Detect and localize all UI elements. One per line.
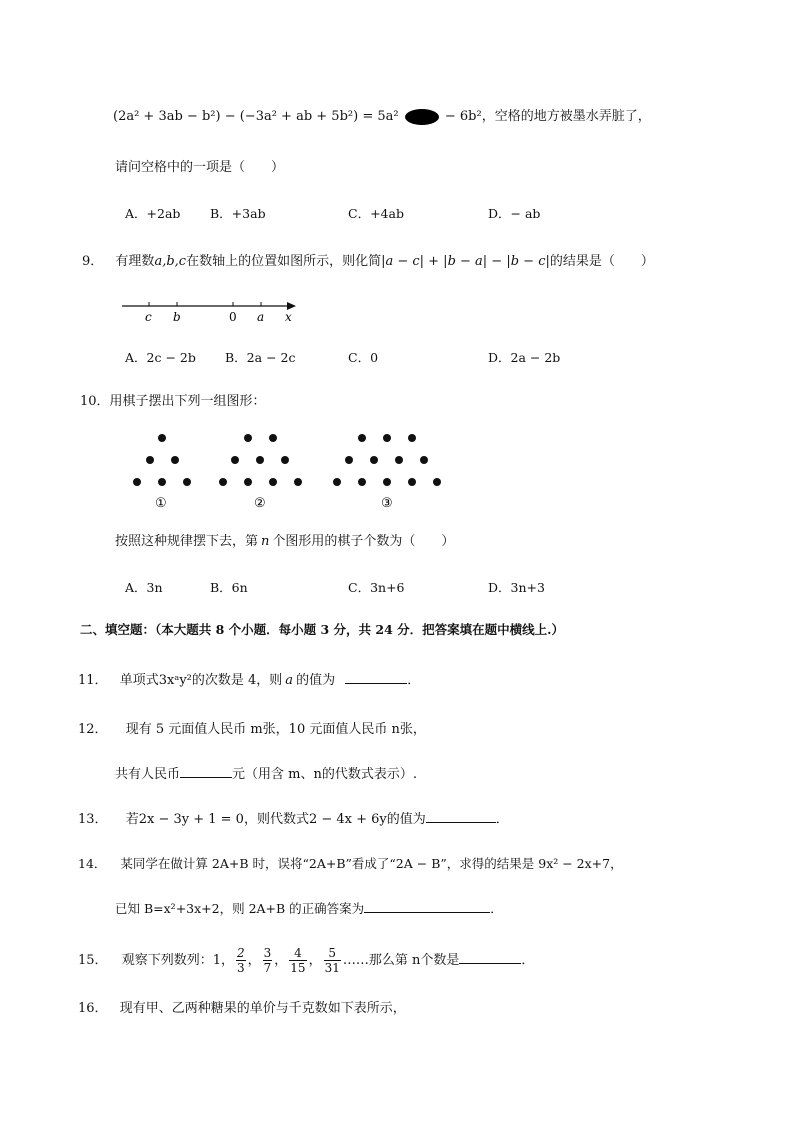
q8-option-d: D．− ab — [488, 206, 541, 221]
q12-answer-blank[interactable] — [180, 777, 232, 778]
q8-expression-right: − 6b² — [444, 109, 482, 124]
dot — [383, 434, 391, 442]
q12-number: 12． — [78, 722, 108, 737]
dot — [281, 456, 289, 464]
figure-label-3: ③ — [381, 496, 393, 511]
q8-option-b: B．+3ab — [210, 206, 266, 221]
dot — [358, 434, 366, 442]
dot — [383, 478, 391, 486]
q15-line: 15． 观察下列数列：1， $\frac{2}{3}$ ， $\frac{3}{7}$ ， $\frac{4}{15}$ ， $\frac{5}{31}$ ……那么第 n个数是 ． — [78, 946, 535, 975]
q15-text-a: 观察下列数列：1， — [121, 953, 234, 968]
q10-prompt — [115, 533, 454, 551]
dot — [146, 456, 154, 464]
q14-line1-text: 某同学在做计算 2A+B 时，误将“2A+B”看成了“2A − B”，求得的结果是 9x² − 2x+7， — [120, 856, 623, 871]
dot — [433, 478, 441, 486]
q14-answer-blank[interactable] — [364, 912, 490, 913]
q11-answer-blank[interactable] — [345, 683, 407, 684]
dot — [408, 434, 416, 442]
dot — [408, 478, 416, 486]
q12-line2 — [115, 766, 417, 784]
q10-prompt-var: n — [261, 534, 270, 549]
dot — [345, 456, 353, 464]
q11-text-c: 的值为 — [296, 673, 336, 688]
q8-option-c: C．+4ab — [348, 206, 404, 221]
dot — [158, 478, 166, 486]
q16-number: 16． — [78, 1001, 108, 1016]
q8-prompt: 请问空格中的一项是（ ） — [115, 160, 285, 175]
axis-label-x: x — [285, 310, 292, 324]
q13-text-c: 的值为 — [386, 812, 426, 827]
q10-option-b: B．6n — [210, 580, 248, 595]
dot — [358, 478, 366, 486]
q14-line2-text: 已知 B=x²+3x+2，则 2A+B 的正确答案为 — [115, 901, 365, 916]
q14-number: 14． — [78, 856, 107, 871]
q16-line — [78, 1000, 406, 1018]
chess-pattern-figure — [125, 426, 455, 516]
dot — [370, 456, 378, 464]
q14-line2 — [115, 900, 503, 918]
q8-option-a: A．+2ab — [125, 206, 181, 221]
q11-text-b: 的次数是 4，则 — [191, 673, 283, 688]
q9-stem-a: 有理数 — [115, 254, 155, 269]
q9-vars: a,b,c — [154, 254, 187, 269]
figure-3 — [333, 434, 441, 511]
q11-var: a — [285, 673, 294, 688]
dot — [231, 456, 239, 464]
q13-text-a: 若 — [125, 812, 139, 827]
q8-equation-line — [113, 108, 651, 126]
ink-blot-icon — [405, 109, 439, 125]
q9-stem-c: 的结果是（ ） — [549, 254, 654, 269]
fraction-2-den: 7 — [263, 961, 272, 975]
q10-option-a: A．3n — [125, 580, 163, 595]
q14-end: ． — [490, 901, 503, 916]
q9-option-c: C．0 — [348, 350, 379, 365]
q9-stem — [82, 253, 654, 271]
q8-expression-left: (2a² + 3ab − b²) − (−3a² + ab + 5b²) = 5a² — [113, 109, 399, 124]
dot — [294, 478, 302, 486]
fraction-4-den: 31 — [324, 961, 340, 975]
q11-number: 11． — [78, 673, 108, 688]
fraction-2 — [263, 946, 273, 975]
q12-line1-text: 现有 5 元面值人民币 m张，10 元面值人民币 n张， — [125, 722, 426, 737]
dot — [183, 478, 191, 486]
q9-number: 9． — [82, 254, 104, 269]
figure-label-1: ① — [155, 496, 167, 511]
fraction-3-den: 15 — [290, 961, 306, 975]
q9-option-a: A．2c − 2b — [125, 350, 196, 365]
dot — [269, 434, 277, 442]
axis-label-c: c — [145, 310, 152, 324]
section-heading: 二、填空题：（本大题共 8 个小题．每小题 3 分，共 24 分．把答案填在题中横线上.） — [80, 622, 565, 637]
fraction-2-num: 3 — [263, 946, 272, 960]
q10-prompt-b: 个图形用的棋子个数为（ ） — [272, 534, 455, 549]
q10-prompt-a: 按照这种规律摆下去，第 — [115, 534, 259, 549]
q8-tail-text: ，空格的地方被墨水弄脏了， — [481, 109, 651, 124]
figure-2 — [219, 434, 302, 511]
dot — [133, 478, 141, 486]
q11-end: ． — [407, 673, 421, 688]
q11-monomial: 3xᵃy² — [158, 673, 192, 688]
figure-label-2: ② — [254, 496, 266, 511]
q13-expression: 2 − 4x + 6y — [308, 812, 387, 827]
fraction-1-den: 3 — [236, 961, 245, 975]
dot — [269, 478, 277, 486]
q9-option-d: D．2a − 2b — [488, 350, 561, 365]
q13-condition: 2x − 3y + 1 = 0 — [138, 812, 244, 827]
q12-line2-a: 共有人民币 — [115, 767, 181, 782]
q13-text-b: ，则代数式 — [243, 812, 309, 827]
dot — [244, 434, 252, 442]
dot — [333, 478, 341, 486]
fraction-4-num: 5 — [324, 946, 341, 961]
q14-line1 — [78, 855, 623, 873]
q10-option-c: C．3n+6 — [348, 580, 405, 595]
q15-text-b: ……那么第 n个数是 — [342, 953, 460, 968]
q12-line2-b: 元（用含 m、n的代数式表示）. — [232, 767, 417, 782]
q16-text: 现有甲、乙两种糖果的单价与千克数如下表所示， — [119, 1001, 406, 1016]
dot — [158, 434, 166, 442]
q13-number: 13． — [78, 812, 108, 827]
q9-stem-b: 在数轴上的位置如图所示，则化简 — [186, 254, 382, 269]
number-line-arrow — [287, 302, 296, 310]
q15-end: ． — [521, 953, 535, 968]
fraction-4 — [324, 946, 341, 975]
dot — [171, 456, 179, 464]
q11-text-a: 单项式 — [119, 673, 159, 688]
number-line-figure — [118, 294, 308, 326]
q15-number: 15． — [78, 953, 108, 968]
fraction-1-num: 2 — [236, 946, 245, 960]
axis-label-a: a — [257, 310, 265, 324]
q12-line1 — [78, 721, 426, 739]
axis-label-b: b — [173, 310, 181, 324]
dot — [244, 478, 252, 486]
q10-option-d: D．3n+3 — [488, 580, 545, 595]
figure-1 — [133, 434, 191, 511]
dot — [219, 478, 227, 486]
dot — [256, 456, 264, 464]
q13-answer-blank[interactable] — [426, 822, 496, 823]
dot — [420, 456, 428, 464]
fraction-1 — [236, 946, 246, 975]
q13-end: ． — [495, 812, 509, 827]
q10-title: 10．用棋子摆出下列一组图形： — [80, 394, 266, 409]
q11-line — [78, 672, 420, 690]
dot — [395, 456, 403, 464]
fraction-3-num: 4 — [289, 946, 306, 961]
fraction-3 — [289, 946, 306, 975]
q13-line — [78, 811, 509, 829]
q9-expression: |a − c| + |b − a| − |b − c| — [381, 254, 550, 269]
q9-option-b: B．2a − 2c — [225, 350, 296, 365]
axis-label-0: 0 — [229, 310, 237, 324]
q15-answer-blank[interactable] — [459, 963, 521, 964]
